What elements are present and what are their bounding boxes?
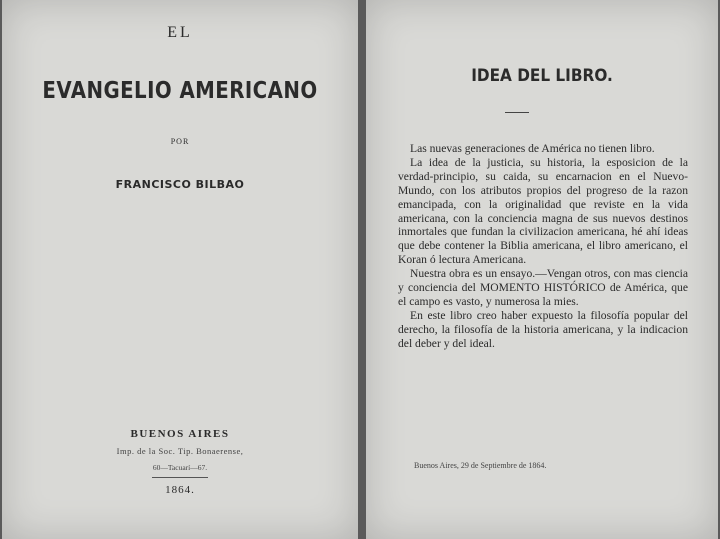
title-page (2, 0, 358, 539)
printer-name: Imp. de la Soc. Tip. Bonaerense, (116, 446, 244, 456)
paragraph: La idea de la justicia, su historia, la esposicion de la verdad-principio, su caida, su encarnacion en el Nuevo-Mundo, con los atributos propios del progreso de la razon emancipada, con la originalidad que reviste en la vida americana, con la conciencia magna de sus nuevos destinos inmortales que fundan la civilizacion americana, hé ahí ideas que debe contener la Biblia americana, el libro americano, el Koran ó lectura Americana. (398, 155, 688, 267)
paragraph: Nuestra obra es un ensayo.—Vengan otros, con mas ciencia y conciencia del MOMENTO HISTÓRICO de América, que el campo es vasto, y numerosa la mies. (398, 267, 688, 308)
publication-city: BUENOS AIRES (130, 428, 230, 440)
author-name: FRANCISCO BILBAO (115, 178, 245, 191)
paragraph: En este libro creo haber expuesto la filosofía popular del derecho, la filosofía de la historia americana, y la indicacion del deber y del ideal. (398, 308, 688, 350)
preface-body (398, 142, 688, 351)
paragraph: Las nuevas generaciones de América no tienen libro. (410, 142, 655, 155)
by-label: POR (170, 137, 190, 146)
signature-date: Buenos Aires, 29 de Septiembre de 1864. (414, 461, 547, 470)
printer-address: 60—Tacuarí—67. (152, 463, 208, 472)
book-title: EVANGELIO AMERICANO (42, 78, 318, 104)
title-article: EL (167, 24, 193, 41)
preface-page (366, 0, 718, 539)
chapter-title: IDEA DEL LIBRO. (471, 66, 613, 86)
publication-year: 1864. (165, 484, 195, 496)
divider-rule (505, 112, 529, 113)
divider-rule (152, 477, 208, 478)
